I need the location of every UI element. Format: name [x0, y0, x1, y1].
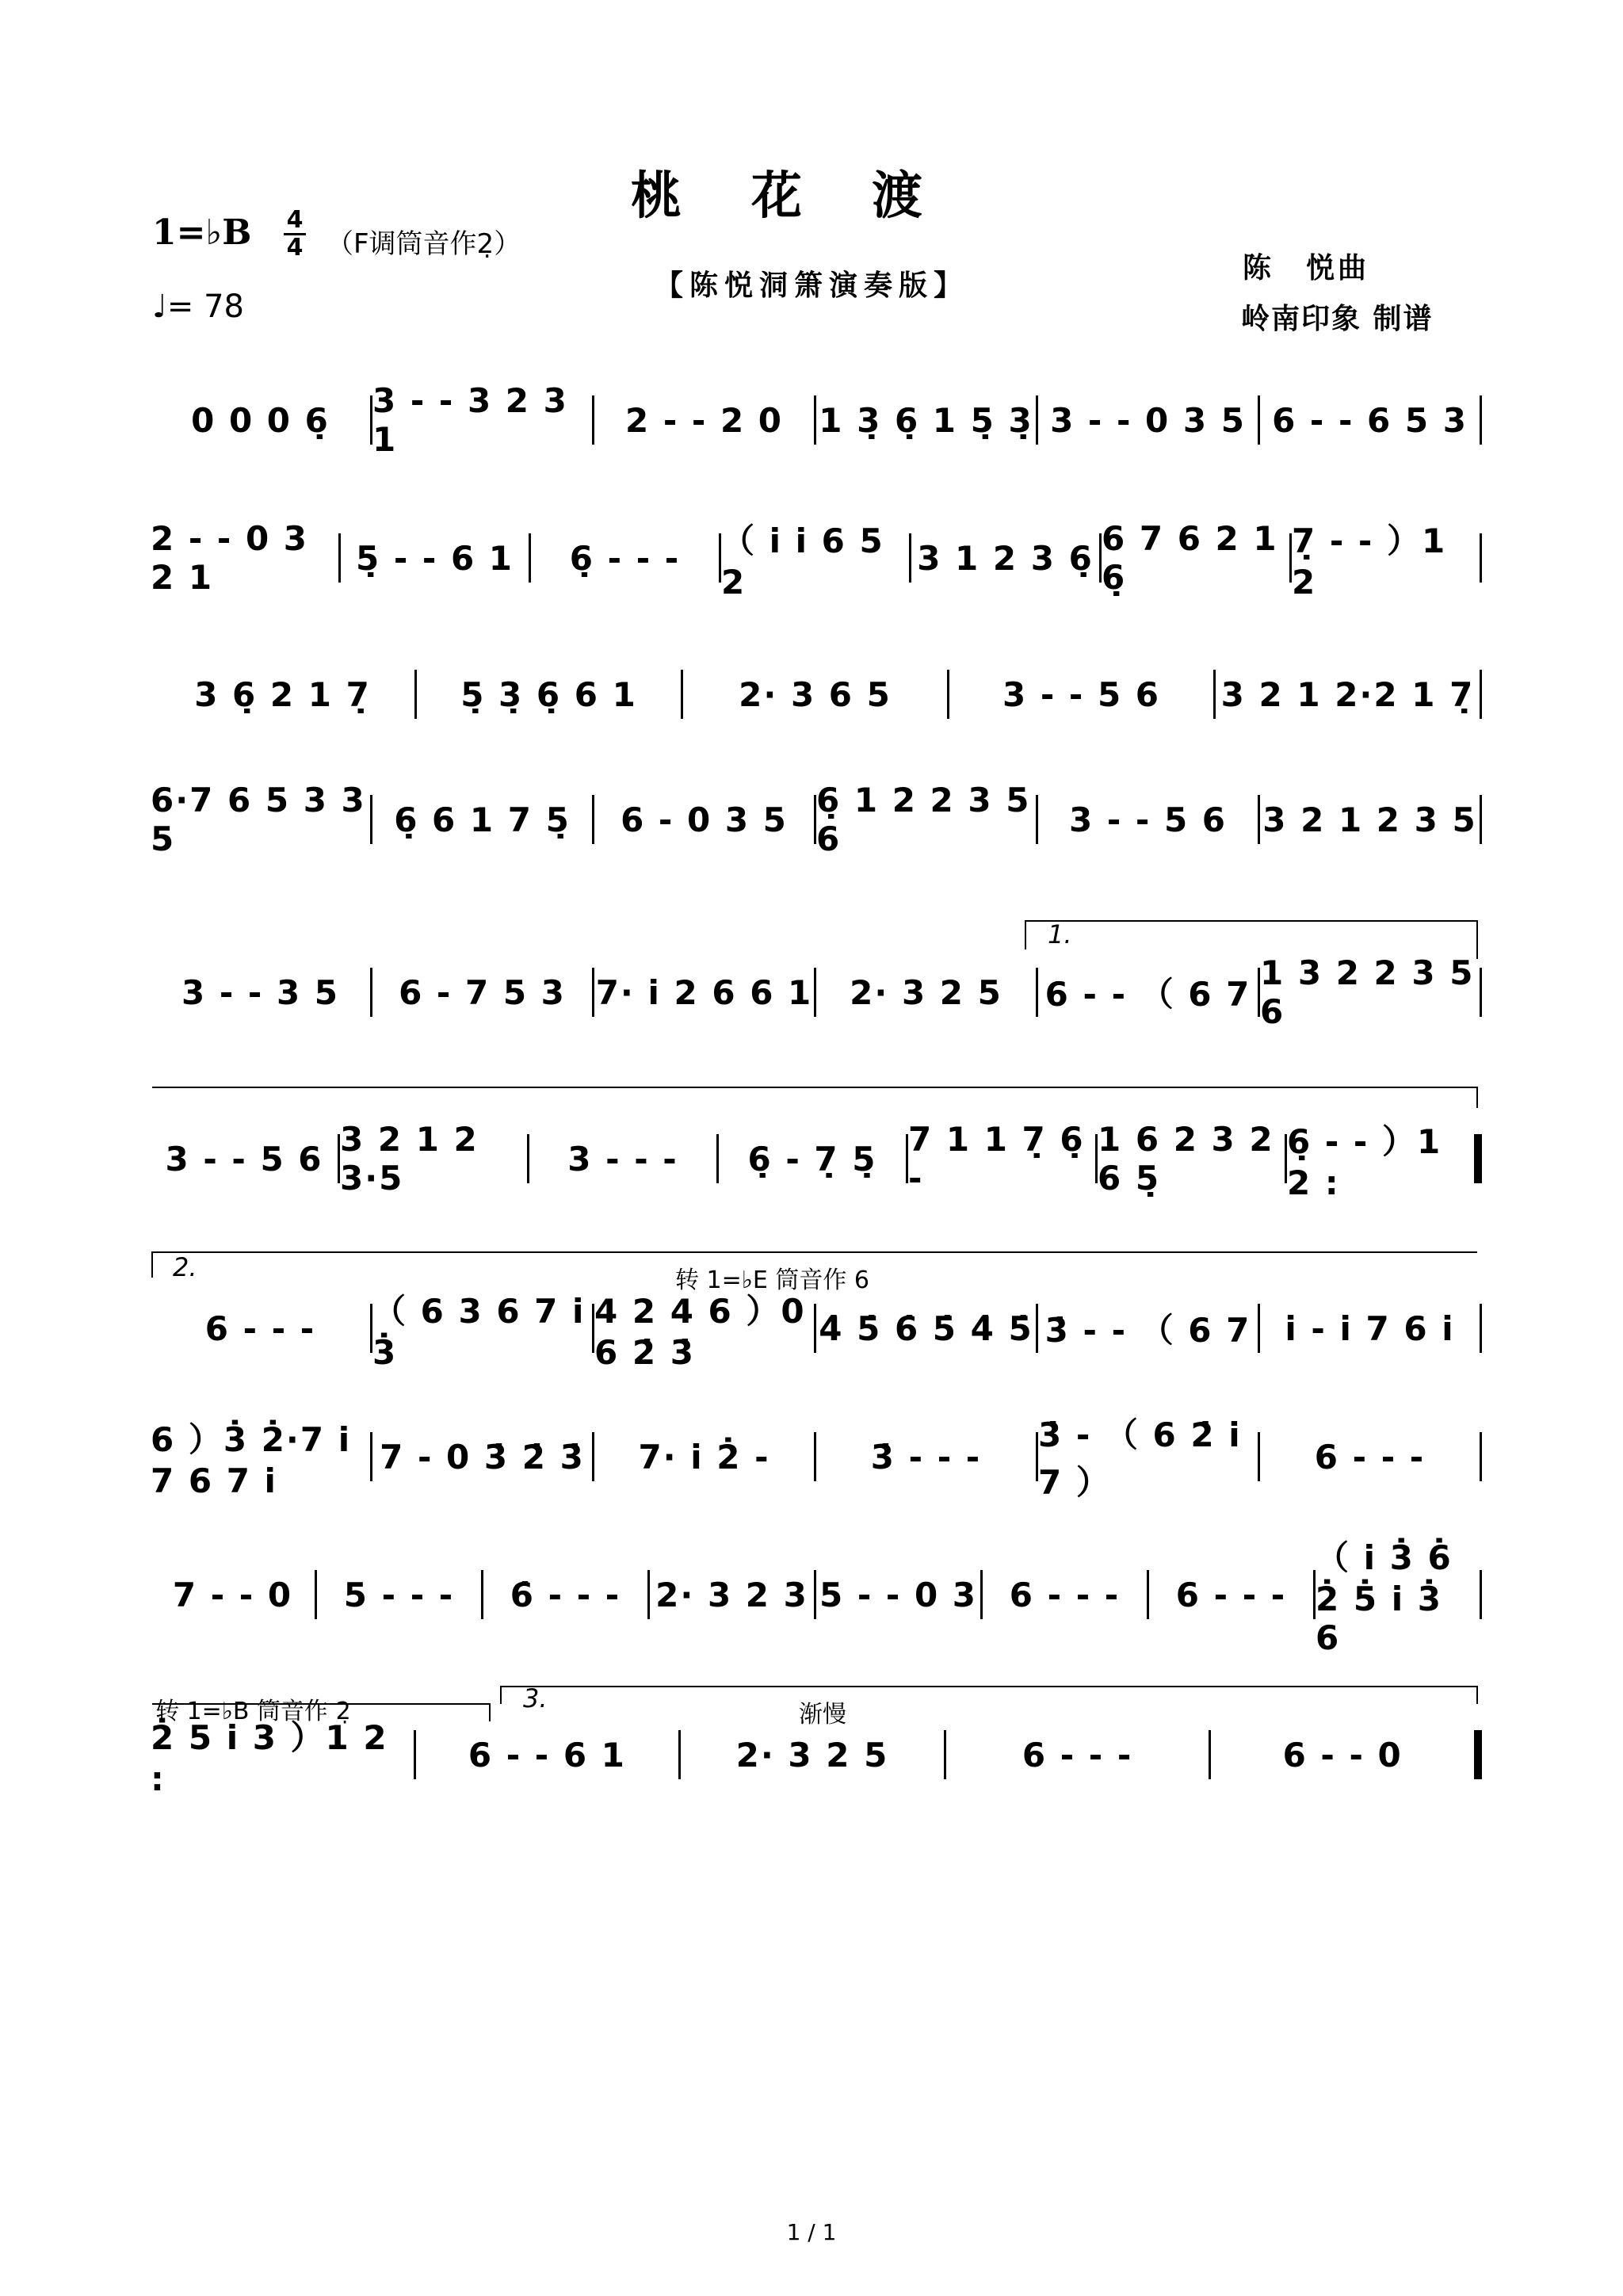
measure: 3 - - 5 6	[1068, 800, 1228, 839]
measure: 7 1 1 7̣ 6̣ -	[908, 1120, 1085, 1198]
page-number: 1 / 1	[786, 2219, 837, 2245]
measure: 5̣ 3̣ 6̣ 6 1	[460, 674, 637, 714]
measure: 1 3 2 2 3 5 6	[1260, 953, 1475, 1031]
measure: 2 - - 0 3 2 1	[151, 519, 309, 597]
measure: 3 2 1 2 3·5	[340, 1120, 479, 1198]
time-sig-top: 4	[286, 206, 304, 234]
score-title: 桃花渡	[631, 166, 992, 226]
measure: 6 - - -	[1314, 1437, 1426, 1477]
measure: 3 6̣ 2 1 7̣	[194, 674, 371, 714]
measure: 3 - - 3 5	[181, 972, 340, 1012]
measure: 2· 3 6 5	[739, 674, 892, 714]
measure: 3̇ - - （ 6 7	[1044, 1311, 1251, 1350]
key-signature: 1=♭B	[152, 212, 252, 253]
measure: 3 - - 5 6	[165, 1139, 323, 1179]
measure: 6·7 6 5 3 3 5	[151, 781, 366, 858]
measure: 7 - - 0	[172, 1575, 293, 1614]
measure: 2· 3 2 3	[655, 1575, 808, 1614]
measure: 4̇ 5̇ 6̇ 5̇ 4̇ 5̇	[819, 1308, 1033, 1348]
measure: 2̇ 5 i 3 ）1 2 :	[151, 1717, 388, 1798]
measure: i - i 7 6 i	[1285, 1308, 1455, 1348]
measure: 7· i 2̇ -	[638, 1437, 770, 1477]
measure: 5 - - 0 3	[819, 1575, 978, 1614]
arranger-credit: 岭南印象 制谱	[1241, 302, 1434, 335]
fingering-note: （F调筒音作2̣）	[327, 228, 521, 260]
measure: 1 6 2 3 2 6 5̣	[1098, 1120, 1274, 1198]
measure: （ 6 3 6 7 i 3̇	[372, 1291, 586, 1372]
measure: 6 - 0 3 5	[621, 800, 788, 839]
score-subtitle: 【陈悦洞箫演奏版】	[654, 269, 968, 302]
measure: 5 - - -	[343, 1575, 455, 1614]
measure: 3 - - 3 2 3 1	[372, 381, 568, 459]
measure: 6 ）3̇ 2̇·7 i 7 6 7 i	[151, 1419, 352, 1500]
tempo-marking: ♩= 78	[152, 288, 244, 325]
volta-1-label: 1.	[1048, 919, 1072, 949]
modulation-2: 转 1=♭B 筒音作 2̣	[155, 1698, 351, 1725]
measure: 6 - - -	[1175, 1575, 1287, 1614]
time-sig-bottom: 4	[286, 234, 304, 262]
measure: 6̣ - - ）1 2 :	[1287, 1121, 1442, 1202]
measure: 3̇ - （ 6 2̇ i 7 ）	[1038, 1415, 1242, 1502]
measure: 6 - - -	[1022, 1735, 1133, 1775]
measure: 5̣ - - 6 1	[355, 538, 514, 578]
measure: 6 - - 6 5 3	[1272, 400, 1468, 440]
measure: 6̇ - - -	[510, 1575, 621, 1614]
measure: 7̣ - - ）1 2	[1292, 521, 1447, 602]
volta-3-label: 3.	[523, 1683, 548, 1713]
measure: 1 3̣ 6̣ 1 5̣ 3̣	[819, 400, 1033, 440]
measure: 6 - 7 5 3	[399, 972, 566, 1012]
measure: 2· 3 2 5	[735, 1735, 889, 1775]
measure: 3 2 1 2 3 5	[1262, 800, 1477, 839]
measure: 7 - 0 3̇ 2̇ 3̇	[380, 1437, 585, 1477]
measure: 2· 3 2 5	[850, 972, 1002, 1012]
measure: 6̣ 1 2 2 3 5 6	[816, 781, 1031, 858]
ritardando-mark: 渐慢	[799, 1701, 846, 1729]
measure: 6 - - 6 1	[468, 1735, 626, 1775]
measure: 6 - - -	[204, 1308, 316, 1348]
modulation-1: 转 1=♭E 筒音作 6	[675, 1266, 870, 1294]
measure: （ i 3̇ 6̇ 2̇ 5̇ i 3̇ 6	[1316, 1538, 1453, 1657]
measure: 3 - - -	[567, 1139, 678, 1179]
measure: 6̣ 6 1 7 5̣	[394, 800, 571, 839]
measure: 3 2 1 2·2 1 7̣	[1220, 674, 1475, 714]
measure: 3 1 2 3 6̣	[917, 538, 1094, 578]
measure: 3 - - 5 6	[1002, 674, 1161, 714]
measure: 4 2 4 6 ）0 6 2̇ 3̇	[594, 1291, 806, 1372]
measure: 6̣ - - -	[569, 538, 681, 578]
measure: 6̣ - 7̣ 5̣	[747, 1139, 877, 1179]
measure: （ i i 6 5 2	[721, 521, 884, 602]
measure: 0 0 0 6̣	[191, 400, 330, 440]
measure: 6 - - 0	[1282, 1735, 1403, 1775]
measure: 7· i 2 6 6 1	[595, 972, 813, 1012]
measure: 6 - - （ 6 7	[1044, 975, 1251, 1014]
measure: 6 - - -	[1009, 1575, 1121, 1614]
measure: 3 - - 0 3 5	[1050, 400, 1246, 440]
measure: 2 - - 2 0	[624, 400, 784, 440]
measure: 6 7 6 2 1 6̣	[1102, 519, 1278, 597]
measure: 3̇ - - -	[870, 1437, 982, 1477]
volta-2-label: 2.	[173, 1252, 197, 1282]
composer-credit: 陈 悦曲	[1243, 251, 1370, 285]
